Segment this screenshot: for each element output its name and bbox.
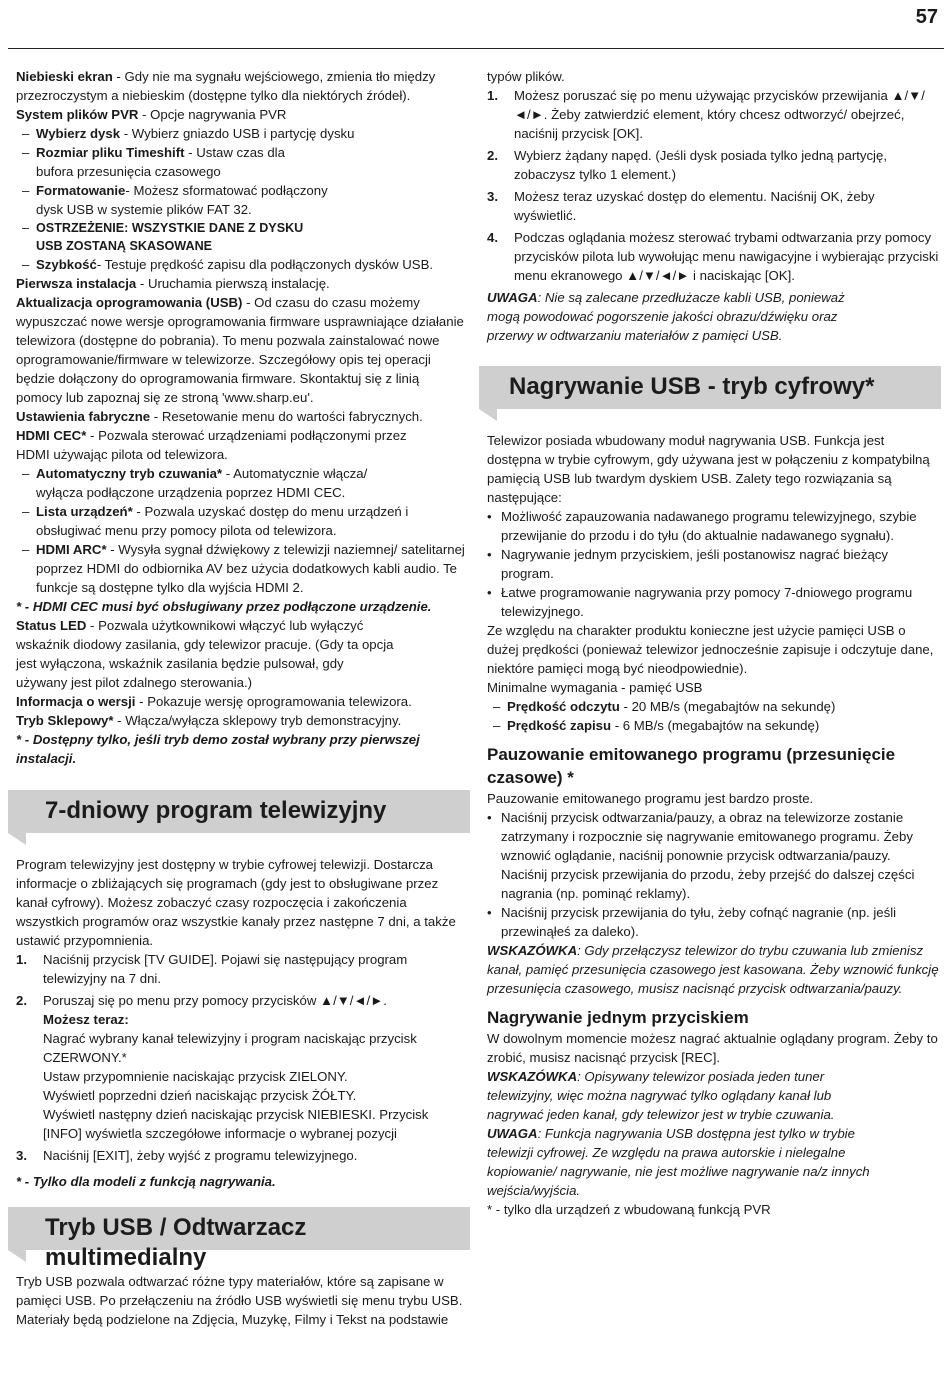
section-banner-usb [8, 1207, 470, 1271]
wskazowka-note-tuner [487, 1067, 939, 1124]
text-pierwsza: - Uruchamia pierwszą instalację. [136, 276, 330, 291]
pvr-item-label: Rozmiar pliku Timeshift [36, 145, 185, 160]
text-ustawienia: - Resetowanie menu do wartości fabrycznych. [150, 409, 423, 424]
text-pvr: - Opcje nagrywania PVR [138, 107, 287, 122]
usb-step [487, 146, 939, 184]
page-number: 57 [915, 6, 938, 28]
term-hdmi: HDMI CEC* [16, 428, 87, 443]
step2-heading: Możesz teraz: [43, 1012, 129, 1027]
usb-step [487, 86, 939, 143]
banner-tab-shape [8, 833, 26, 845]
recording-para: Ze względu na charakter produktu konieczne jest użycie pamięci USB o dużej prędkości (ponieważ telewizor jednocześnie zapisuje i odczytuje dane, niektóre pamięci mogą być nieodpowiednie). [487, 623, 934, 676]
hdmi-item [16, 502, 468, 540]
step-number: 3. [16, 1148, 27, 1163]
text-aktualizacja: - Od czasu do czasu możemy wypuszczać nowe wersje oprogramowania firmware usprawniające działanie telewizora (dostępne do pobrania). To menu pozwala zainstalować nowe oprogramowanie/firmware w telewizorze. Szczegółowy opis tej operacji będzie dołączony do oprogramowania firmware. Skontaktuj się z linią pomocy lub zapoznaj się ze stroną 'www.sharp.eu'. [16, 295, 464, 405]
step-number: 2. [16, 993, 27, 1008]
hdmi-item-text: - Wysyła sygnał dźwiękowy z telewizji naziemnej/ satelitarnej poprzez HDMI do odbiornika AV bez użycia dodatkowych kabli audio. Te funkcje są dostępne tylko dla wyjścia HDMI 2. [36, 542, 465, 595]
usb-intro: Tryb USB pozwala odtwarzać różne typy materiałów, które są zapisane w pamięci USB. Po przełączeniu na źródło USB wyświetli się menu trybu USB. Materiały będą podzielone na Zdjęcia, Muzykę, Filmy i Tekst na podstawie [16, 1274, 463, 1327]
note-text: : Opisywany telewizor posiada jeden tuner telewizyjny, więc można nagrywać tylko oglądany kanał lub nagrywać jeden kanał, gdy telewizor jest w trybie czuwania. [487, 1069, 835, 1122]
text-hdmi: - Pozwala sterować urządzeniami podłączonymi przez HDMI używając pilota od telewizora. [16, 428, 407, 462]
hdmi-item-label: HDMI ARC* [36, 542, 107, 557]
step-text: Możesz teraz uzyskać dostęp do elementu. Naciśnij OK, żeby wyświetlić. [514, 189, 875, 223]
benefit-item [487, 507, 939, 545]
hdmi-item [16, 464, 468, 502]
pvr-item [16, 124, 468, 143]
note-label: WSKAZÓWKA [487, 1069, 578, 1084]
term-sklep: Tryb Sklepowy* [16, 713, 114, 728]
recording-benefits [487, 507, 939, 621]
benefit-item [487, 545, 939, 583]
paragraph-sklep [16, 711, 468, 730]
left-column [16, 67, 468, 1329]
speed-label: Prędkość zapisu [507, 718, 612, 733]
pvr-item-label: Formatowanie [36, 183, 126, 198]
speed-label: Prędkość odczytu [507, 699, 620, 714]
epg-step [16, 1146, 468, 1165]
section-title-epg: 7-dniowy program telewizyjny [45, 797, 387, 824]
uwaga-note-recording [487, 1124, 939, 1200]
min-requirements: Minimalne wymagania - pamięć USB [487, 680, 703, 695]
hdmi-item-label: Lista urządzeń* [36, 504, 133, 519]
note-text: : Gdy przełączysz telewizor do trybu czuwania lub zmienisz kanał, pamięć przesunięcia czasowego jest kasowana. Żeby wznowić funkcję przesunięcia czasowego, musisz nacisnąć przycisk odtwarzania/pauzy. [487, 943, 939, 996]
recording-intro: Telewizor posiada wbudowany moduł nagrywania USB. Funkcja jest dostępna w trybie cyfrowym, gdy używana jest w połączeniu z kompatybilną pamięcią USB lub twardym dyskiem USB. Zalety tego rozwiązania są następujące: [487, 433, 930, 505]
bullet-icon: • [487, 585, 492, 600]
step2-line: Nagrać wybrany kanał telewizyjny i program naciskając przycisk CZERWONY.* [43, 1031, 417, 1065]
pause-item [487, 808, 939, 903]
right-column [487, 67, 939, 1219]
paragraph-info [16, 692, 468, 711]
step-text: Poruszaj się po menu przy pomocy przycisków ▲/▼/◄/►. [43, 993, 387, 1008]
pause-intro: Pauzowanie emitowanego programu jest bardzo proste. [487, 791, 814, 806]
speed-item [487, 716, 939, 735]
term-ustawienia: Ustawienia fabryczne [16, 409, 151, 424]
section-title-recording: Nagrywanie USB - tryb cyfrowy* [509, 373, 875, 400]
step2-line: Wyświetl poprzedni dzień naciskając przycisk ŻÓŁTY. [43, 1088, 357, 1103]
wskazowka-note-pause [487, 941, 939, 998]
paragraph-hdmi [16, 426, 468, 464]
text-niebieski: - Gdy nie ma sygnału wejściowego, zmienia tło między przezroczystym a niebieskim (dostępne tylko dla niektórych źródeł). [16, 69, 436, 103]
pvr-item-text: - Ustaw czas dla bufora przesunięcia czasowego [36, 145, 285, 179]
step-number: 4. [487, 230, 498, 245]
bullet-icon: • [487, 905, 492, 920]
note-text: : Nie są zalecane przedłużacze kabli USB, ponieważ mogą powodować pogorszenie jakości obrazu/dźwięku oraz przerwy w odtwarzaniu materiałów z pamięci USB. [487, 290, 845, 343]
epg-steps [16, 950, 468, 1165]
usb-intro-continued: typów plików. [487, 69, 565, 84]
step-text: Wybierz żądany napęd. (Jeśli dysk posiada tylko jedną partycję, zobaczysz tylko 1 element.) [514, 148, 887, 182]
hdmi-item [16, 540, 468, 597]
pvr-item-text: - Testuje prędkość zapisu dla podłączonych dysków USB. [96, 257, 434, 272]
text-status: - Pozwala użytkownikowi włączyć lub wyłączyć wskaźnik diodowy zasilania, gdy telewizor pracuje. (Gdy ta opcja jest wyłączona, wskaźnik zasilania będzie pulsował, gdy używany jest pilot zdalnego sterowania.) [16, 618, 394, 690]
term-niebieski: Niebieski ekran [16, 69, 113, 84]
note-text: : Funkcja nagrywania USB dostępna jest tylko w trybie telewizji cyfrowej. Ze względu na prawa autorskie i nielegalne kopiowanie/ nagrywanie, nie jest możliwe nagrywanie na/z innych wejścia/wyjścia. [487, 1126, 870, 1198]
step-text: Naciśnij przycisk [TV GUIDE]. Pojawi się następujący program telewizyjny na 7 dni. [43, 952, 408, 986]
epg-step [16, 950, 468, 988]
header-rule [8, 48, 944, 49]
heading-one-touch: Nagrywanie jednym przyciskiem [487, 1008, 749, 1027]
epg-step [16, 991, 468, 1143]
term-pvr: System plików PVR [16, 107, 139, 122]
pause-text: Naciśnij przycisk odtwarzania/pauzy, a obraz na telewizorze zostanie zatrzymany i rozpocznie się nagrywanie emitowanego programu. Żeby wznowić oglądanie, naciśnij ponownie przycisk odtwarzania/pauzy. Naciśnij przycisk przewijania do przodu, żeby przejść do dalszej części nagrania (np. pominąć reklamy). [501, 810, 915, 901]
banner-tab-shape [8, 1250, 26, 1262]
speed-text: - 20 MB/s (megabajtów na sekundę) [619, 699, 836, 714]
step2-line: Ustaw przypomnienie naciskając przycisk ZIELONY. [43, 1069, 348, 1084]
hdmi-note: * - HDMI CEC musi być obsługiwany przez podłączone urządzenie. [16, 599, 432, 614]
text-sklep: - Włącza/wyłącza sklepowy tryb demonstracyjny. [113, 713, 402, 728]
paragraph-pierwsza [16, 274, 468, 293]
epg-intro: Program telewizyjny jest dostępny w trybie cyfrowej telewizji. Dostarcza informacje o zbliżających się programach (gdy jest to obsługiwane przez kanał cyfrowy). Możesz zobaczyć czasy rozpoczęcia i zakończenia wszystkich programów oraz wszystkie kanały przez następne 7 dni, a także ustawić przypomnienia. [16, 857, 456, 948]
paragraph-ustawienia [16, 407, 468, 426]
term-aktualizacja: Aktualizacja oprogramowania (USB) [16, 295, 243, 310]
term-info: Informacja o wersji [16, 694, 136, 709]
text-info: - Pokazuje wersję oprogramowania telewizora. [135, 694, 412, 709]
benefit-text: Możliwość zapauzowania nadawanego programu telewizyjnego, szybie przewijanie do przodu i do tyłu (do aktualnie nadawanego sygnału). [501, 509, 917, 543]
step-number: 1. [487, 88, 498, 103]
pvr-item [16, 255, 468, 274]
section-title-usb: Tryb USB / Odtwarzacz multimedialny [45, 1214, 307, 1271]
pvr-item-label: Wybierz dysk [36, 126, 121, 141]
heading-pause: Pauzowanie emitowanego programu (przesunięcie czasowe) * [487, 745, 896, 787]
benefit-item [487, 583, 939, 621]
banner-tab-shape [479, 409, 497, 421]
note-label: UWAGA [487, 290, 538, 305]
pause-list [487, 808, 939, 941]
term-pierwsza: Pierwsza instalacja [16, 276, 137, 291]
usb-step [487, 187, 939, 225]
section-banner-recording [479, 366, 941, 409]
sklep-note: * - Dostępny tylko, jeśli tryb demo został wybrany przy pierwszej instalacji. [16, 732, 420, 766]
uwaga-note-usb [487, 288, 939, 345]
pvr-item [16, 181, 468, 219]
pvr-item-warning [16, 219, 468, 255]
benefit-text: Łatwe programowanie nagrywania przy pomocy 7-dniowego programu telewizyjnego. [501, 585, 913, 619]
epg-note: * - Tylko dla modeli z funkcją nagrywania. [16, 1174, 276, 1189]
bullet-icon: • [487, 547, 492, 562]
term-status: Status LED [16, 618, 87, 633]
step-text: Naciśnij [EXIT], żeby wyjść z programu telewizyjnego. [43, 1148, 358, 1163]
pause-text: Naciśnij przycisk przewijania do tyłu, żeby cofnąć nagranie (np. jeśli przewinąłeś za daleko). [501, 905, 897, 939]
pvr-item-label: OSTRZEŻENIE: WSZYSTKIE DANE Z DYSKU USB ZOSTANĄ SKASOWANE [36, 221, 304, 253]
speed-text: - 6 MB/s (megabajtów na sekundę) [611, 718, 820, 733]
step-number: 1. [16, 952, 27, 967]
bullet-icon: • [487, 509, 492, 524]
pause-item [487, 903, 939, 941]
pvr-item-label: Szybkość [36, 257, 97, 272]
hdmi-item-label: Automatyczny tryb czuwania* [36, 466, 223, 481]
hdmi-item-text: - Automatycznie włącza/ wyłącza podłączone urządzenia poprzez HDMI CEC. [36, 466, 368, 500]
step-text: Możesz poruszać się po menu używając przycisków przewijania ▲/▼/◄/►. Żeby zatwierdzić element, który chcesz odtworzyć/ obejrzeć, naciśnij przycisk [OK]. [514, 88, 925, 141]
paragraph-pvr [16, 105, 468, 124]
usb-step [487, 228, 939, 285]
pvr-footnote: * - tylko dla urządzeń z wbudowaną funkcją PVR [487, 1202, 771, 1217]
paragraph-aktualizacja [16, 293, 468, 407]
step-text: Podczas oglądania możesz sterować trybami odtwarzania przy pomocy przycisków pilota lub wywołując menu nawigacyjne i wybierając przyciski menu ekranowego ▲/▼/◄/► i naciskając [OK]. [514, 230, 939, 283]
bullet-icon: • [487, 810, 492, 825]
paragraph-status [16, 616, 468, 692]
step-number: 3. [487, 189, 498, 204]
note-label: WSKAZÓWKA [487, 943, 578, 958]
step2-line: Wyświetl następny dzień naciskając przycisk NIEBIESKI. Przycisk [INFO] wyświetla szczegółowe informacje o wybranej pozycji [43, 1107, 429, 1141]
usb-steps [487, 86, 939, 285]
step-number: 2. [487, 148, 498, 163]
paragraph-niebieski [16, 67, 468, 105]
hdmi-item-text: - Pozwala uzyskać dostęp do menu urządzeń i obsługiwać menu przy pomocy pilota od telewizora. [36, 504, 409, 538]
pvr-item [16, 143, 468, 181]
speed-item [487, 697, 939, 716]
pvr-item-text: - Możesz sformatować podłączony dysk USB w systemie plików FAT 32. [36, 183, 328, 217]
one-touch-text: W dowolnym momencie możesz nagrać aktualnie oglądany program. Żeby to zrobić, musisz nacisnąć przycisk [REC]. [487, 1031, 938, 1065]
note-label: UWAGA [487, 1126, 538, 1141]
section-banner-epg [8, 790, 470, 833]
pvr-item-text: - Wybierz gniazdo USB i partycję dysku [120, 126, 355, 141]
benefit-text: Nagrywanie jednym przyciskiem, jeśli postanowisz nagrać bieżący program. [501, 547, 888, 581]
